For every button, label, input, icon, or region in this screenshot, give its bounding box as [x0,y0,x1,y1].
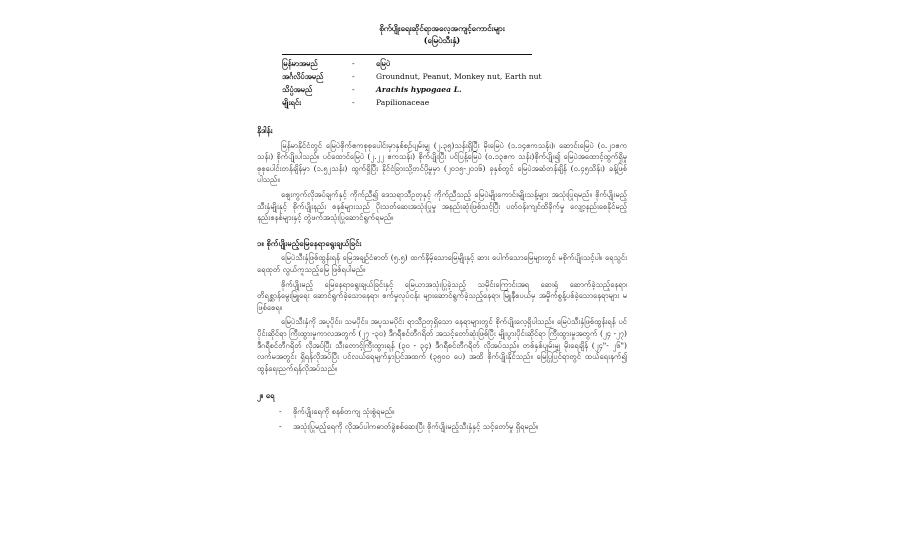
intro-heading: နိဒါန်း [257,126,273,135]
document-subtitle: (မြေပဲသီးနှံ) [423,35,461,45]
name-value: Arachis hypogaea L. [376,85,462,94]
list-item: - စိုက်ပျိုးရေကို စနစ်တကျ သုံးစွဲရမည်။ [279,406,627,418]
name-label: မျိုးရင်း [282,98,302,107]
section2-heading: ၂။ ရေ [257,391,275,401]
intro-paragraph: မြန်မာနိုင်ငံတွင် မြေပဲစိုက်ဧကစုစုပေါင်းမှာနှစ်စဉ်ပျမ်းမျှ (၂.၃၅)သန်းရှိပြီး မိုးမြေပဲ (၁.၁၄ဧကသန်း)၊ ဆောင်းမြေပဲ (၀.၂၁ဧကသန်း) စိုက်ပျိုးပါသည်။ ပင်ထောင်မြေပဲ (၂.၂၂ ဧကသန်း) စိုက်ပျိုးပြီး ပင်ပြန့်မြေပဲ (၀.၁၃ဧက သန်း)စိုက်ပျိုး၍ မြေပဲအထောင့်ထွက်ရှိမှု စုစုပေါင်းတန်ချိန်မှာ (၁.၅၂သန်း) ထွက်ရှိပြီး နိုင်ငံခြားသို့တင်ပို့မှုမှာ (၂၀၁၅-၂၀၁၆) ခုနှစ်တွင် မြေပဲအဆံတန်ချိန် (၀.၄၅သိန်း) ခန့်ဖြစ်ပါသည်။ [257,140,627,185]
list-item: - အသုံးပြုမည့်ရေကို လိုအပ်ပါကဓာတ်ခွဲစစ်ဆေးပြီး စိုက်ပျိုးမည့်သီးနှံနှင့် သင့်တော်မှု ရှိရမည်။ [279,421,627,433]
names-top-rule [282,54,532,55]
name-separator: - [352,98,355,107]
crop-names-block [282,54,627,109]
name-label: မြန်မာအမည် [282,59,318,68]
name-separator: - [352,59,355,68]
name-row-myanmar [282,57,627,70]
name-separator: - [352,72,355,81]
name-separator: - [352,85,355,94]
name-value: မြေပဲ [376,59,391,68]
section2-list [257,406,627,433]
section1-paragraph: စိုက်ပျိုးမည့် မြေနေရာရွေးချယ်ခြင်းနှင့် မြေယာအသုံးပြုခဲ့သည့် သမိုင်းကြောင်းအရ ဆေးရုံ ဆောက်ခဲ့သည့်နေရာ၊ တိရစ္ဆာန်မွေးမြူရေး ဆောင်ရွက်ခဲ့သောနေရာ၊ စက်မှုလုပ်ငန်း များဆောင်ရွက်ခဲ့သည့်နေရာ၊ မြူနီစပယ်မှ အမှိုက်စွန့်ပစ်ခဲ့သောနေရာများ မဖြစ်စေရ။ [257,279,627,312]
name-label: သိပ္ပံအမည် [282,85,313,94]
document-body [257,22,627,437]
intro-paragraph: ဈေးကွက်လိုအပ်ချက်နှင့် ကိုက်ညီ၍ ဒေသရာသီဥတုနှင့် ကိုက်ညီသည့် မြေပဲမျိုးကောင်းမျိုးသန့်များ အသုံးပြုရမည်။ စိုက်ပျိုးမည့်သီးနှံမျိုးနှင့် စိုက်ပျိုးနည်း စနစ်များသည် ပိုးသတ်ဆေးအသုံးပြုမှု အနည်းဆုံးဖြစ်သင့်ပြီး ပတ်ဝန်းကျင်ထိခိုက်မှု လျော့နည်းစေနိုင်မည့် နည်းစနစ်များနှင့် တွဲဖက်အသုံးပြုဆောင်ရွက်ရမည်။ [257,189,627,223]
section1-paragraph: မြေပဲသီးနှံဖြစ်ထွန်းရန် မြေအချဉ်ငံဓာတ် (၅.၅) ထက်နိမ့်သောမြေမျိုးနှင့် ဆား ပေါက်သောမြေများတွင် မစိုက်ပျိုးသင့်ပါ။ ရေသွင်းရေထုတ် လွယ်ကူသည့်မြေ ဖြစ်ရပါမည်။ [257,253,627,274]
name-value: Papilionaceae [376,98,430,107]
section1-paragraph: မြေပဲသီးနှံကို အပူပိုင်း၊ သမပိုင်း၊ အပူသမပိုင်း ရာသီဥတုရှိသော နေရာများတွင် စိုက်ပျိုးလေ့ရှိပါသည်။ မြေပဲသီးနှံဖြစ်ထွန်းရန် ပင်ပိုင်းဆိုင်ရာ ကြီးထွားမှုကာလအတွက် (၂၇ -၃၀) ဒီဂရီစင်တီဂရိတ် အသင့်တော်ဆုံးဖြစ်ပြီး မျိုးပွားပိုင်းဆိုင်ရာ ကြီးထွားမှုအတွက် (၂၄ -၂၇) ဒီဂရီစင်တီဂရိတ် လိုအပ်ပြီး သီးတောင့်ကြီးထွားရန် (၃၀ - ၃၄) ဒီဂရီစင်တီဂရိတ် လိုအပ်သည်။ တစ်နှစ်ပျမ်းမျှ မိုးရေချိန် (၂၄"- ၂၆") လက်မအတွင်း ရှိရန်လိုအပ်ပြီး ပင်လယ်ရေမျက်နှာပြင်အထက် (၃၅၀၀ ပေ) အထိ စိုက်ပျိုးနိုင်သည်။ မြေပြုပြင်ရာတွင် ထယ်ရေးနက်၍ ထွန်ရေးညက်ရန်လိုအပ်သည်။ [257,317,627,373]
name-value: Groundnut, Peanut, Monkey nut, Earth nut [376,72,542,81]
document-title: စိုက်ပျိုးရေးဆိုင်ရာအလေ့အကျင့်ကောင်းများ [379,23,505,33]
section1-heading: ၁။ စိုက်ပျိုးမည့်မြေနေရာရွေးချယ်ခြင်း [257,238,362,248]
name-row-scientific [282,83,627,96]
name-row-family [282,96,627,109]
name-row-english [282,70,627,83]
name-label: အင်္ဂလိပ်အမည် [282,72,324,81]
